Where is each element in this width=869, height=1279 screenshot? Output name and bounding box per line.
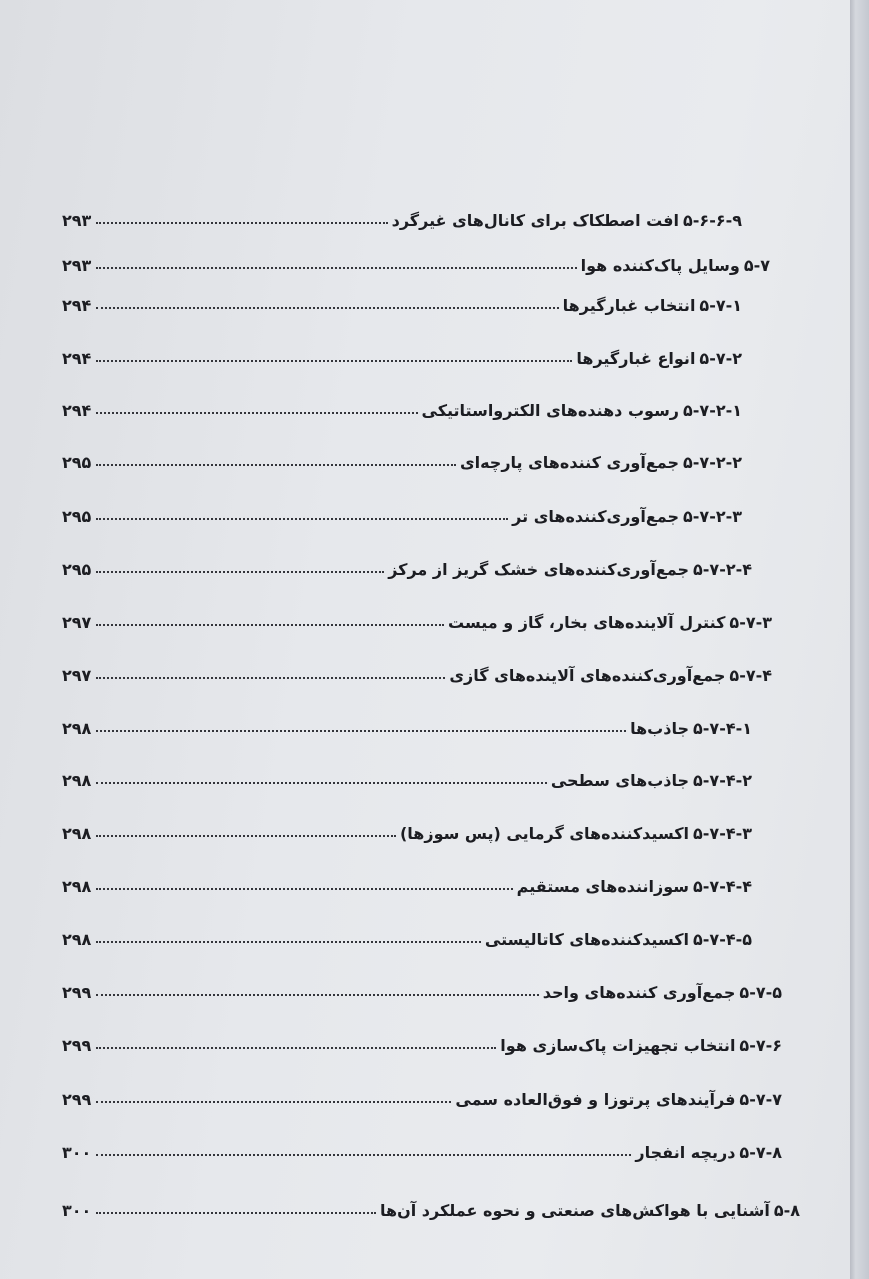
dot-leader — [96, 887, 513, 890]
toc-entry-page: ۲۹۵ — [62, 453, 92, 472]
toc-entry — [62, 386, 742, 420]
toc-entry-number: ۵-۷-۲-۴ — [693, 560, 752, 579]
toc-entry-number: ۵-۷-۲-۳ — [683, 507, 742, 526]
toc-entry-title: انتخاب غبارگیرها — [562, 296, 696, 315]
toc-entry-number: ۵-۷-۴-۴ — [693, 877, 752, 896]
dot-leader — [96, 1211, 376, 1214]
toc-entry-title: وسایل پاک‌کننده هوا — [580, 256, 740, 275]
toc-entry-number: ۵-۷-۴-۵ — [693, 930, 752, 949]
toc-entry-title: جاذب‌ها — [630, 719, 690, 738]
toc-entry-number: ۵-۷-۳ — [729, 613, 772, 632]
toc-entry-page: ۲۹۳ — [62, 211, 92, 230]
toc-entry-title: فرآیندهای پرتوزا و فوق‌العاده سمی — [455, 1090, 736, 1109]
toc-entry-title: کنترل آلاینده‌های بخار، گاز و میست — [448, 613, 726, 632]
toc-entry-title: سوزاننده‌های مستقیم — [516, 877, 690, 896]
dot-leader — [96, 266, 577, 269]
dot-leader — [96, 993, 539, 996]
toc-entry-page: ۲۹۸ — [62, 930, 92, 949]
dot-leader — [96, 1153, 631, 1156]
toc-entry-number: ۵-۷-۵ — [739, 983, 782, 1002]
toc-entry — [62, 651, 772, 685]
toc-entry-page: ۲۹۷ — [62, 613, 92, 632]
toc-entry-number: ۵-۷-۱ — [699, 296, 742, 315]
toc-entry-page: ۲۹۹ — [62, 1090, 92, 1109]
toc-entry-number: ۵-۶-۶-۹ — [683, 211, 742, 230]
toc-entry-number: ۵-۷-۸ — [739, 1143, 782, 1162]
toc-entry-title: افت اصطکاک برای کانال‌های غیرگرد — [391, 211, 680, 230]
page-edge — [850, 0, 869, 1279]
dot-leader — [96, 623, 444, 626]
dot-leader — [96, 1046, 496, 1049]
toc-entry-number: ۵-۷-۲ — [699, 349, 742, 368]
toc-entry — [62, 334, 742, 368]
toc-entry-number: ۵-۷-۲-۱ — [683, 401, 742, 420]
toc-entry — [62, 492, 742, 526]
dot-leader — [96, 306, 559, 309]
toc-entry-number: ۵-۷-۴ — [729, 666, 772, 685]
toc-entry-page: ۳۰۰ — [62, 1201, 92, 1220]
dot-leader — [96, 359, 572, 362]
toc-entry — [62, 241, 770, 275]
toc-entry-page: ۲۹۵ — [62, 507, 92, 526]
toc-entry-number: ۵-۸ — [773, 1201, 800, 1220]
toc-entry-page: ۲۹۳ — [62, 256, 92, 275]
toc-entry — [62, 809, 752, 843]
toc-entry-page: ۲۹۴ — [62, 296, 92, 315]
toc-entry-page: ۳۰۰ — [62, 1143, 92, 1162]
toc-entry — [62, 1186, 800, 1220]
toc-entry — [62, 756, 752, 790]
toc-entry — [62, 281, 742, 315]
toc-entry-page: ۲۹۷ — [62, 666, 92, 685]
toc-entry-page: ۲۹۸ — [62, 771, 92, 790]
dot-leader — [96, 729, 626, 732]
toc-entry-page: ۲۹۹ — [62, 1036, 92, 1055]
toc-entry-page: ۲۹۸ — [62, 877, 92, 896]
toc-entry-page: ۲۹۴ — [62, 401, 92, 420]
toc-entry — [62, 438, 742, 472]
toc-entry-number: ۵-۷ — [743, 256, 770, 275]
dot-leader — [96, 463, 456, 466]
toc-entry-page: ۲۹۵ — [62, 560, 92, 579]
dot-leader — [96, 1100, 451, 1103]
dot-leader — [96, 570, 384, 573]
toc-entry-number: ۵-۷-۲-۲ — [683, 453, 742, 472]
toc-entry-title: جمع‌آوری‌کننده‌های خشک گریز از مرکز — [388, 560, 690, 579]
toc-entry — [62, 968, 782, 1002]
toc-entry — [62, 196, 742, 230]
toc-entry — [62, 598, 772, 632]
dot-leader — [96, 411, 418, 414]
toc-entry — [62, 704, 752, 738]
toc-entry-number: ۵-۷-۴-۱ — [693, 719, 752, 738]
dot-leader — [96, 676, 445, 679]
toc-entry-title: انواع غبارگیرها — [576, 349, 696, 368]
toc-entry-title: جمع‌آوری کننده‌های واحد — [542, 983, 736, 1002]
dot-leader — [96, 517, 508, 520]
toc-entry-page: ۲۹۴ — [62, 349, 92, 368]
toc-entry — [62, 545, 752, 579]
toc-entry-title: جمع‌آوری‌کننده‌های آلاینده‌های گازی — [449, 666, 726, 685]
dot-leader — [96, 940, 481, 943]
dot-leader — [96, 221, 388, 224]
toc-entry-title: جمع‌آوری کننده‌های پارچه‌ای — [459, 453, 680, 472]
toc-entry — [62, 915, 752, 949]
toc-entry-title: جاذب‌های سطحی — [550, 771, 690, 790]
toc-entry-title: جمع‌آوری‌کننده‌های تر — [512, 507, 680, 526]
toc-entry-number: ۵-۷-۴-۲ — [693, 771, 752, 790]
toc-entry-title: دریچه انفجار — [635, 1143, 736, 1162]
toc-entry-title: اکسیدکننده‌های کاتالیستی — [484, 930, 690, 949]
toc-entry-title: اکسیدکننده‌های گرمایی (پس سوزها) — [399, 824, 690, 843]
toc-entry — [62, 1128, 782, 1162]
toc-entry-page: ۲۹۹ — [62, 983, 92, 1002]
toc-entry-title: رسوب دهنده‌های الکترواستاتیکی — [421, 401, 680, 420]
toc-entry — [62, 862, 752, 896]
toc-entry-title: انتخاب تجهیزات پاک‌سازی هوا — [500, 1036, 736, 1055]
dot-leader — [96, 781, 547, 784]
toc-entry-number: ۵-۷-۶ — [739, 1036, 782, 1055]
toc-entry-title: آشنایی با هواکش‌های صنعتی و نحوه عملکرد آن‌ها — [379, 1201, 770, 1220]
dot-leader — [96, 834, 396, 837]
toc-entry-page: ۲۹۸ — [62, 824, 92, 843]
toc-entry-number: ۵-۷-۷ — [739, 1090, 782, 1109]
toc-entry — [62, 1075, 782, 1109]
toc-entry — [62, 1021, 782, 1055]
toc-entry-page: ۲۹۸ — [62, 719, 92, 738]
toc-entry-number: ۵-۷-۴-۳ — [693, 824, 752, 843]
